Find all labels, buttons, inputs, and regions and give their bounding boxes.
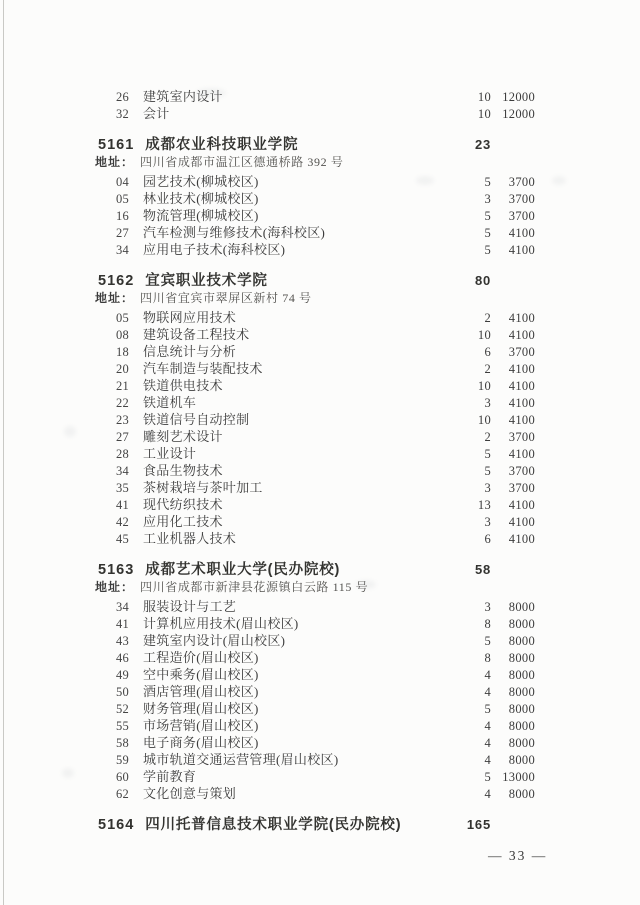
- course-plan-count: 10: [477, 379, 491, 393]
- school-code: 5162: [98, 273, 135, 289]
- course-code: 49: [116, 668, 130, 682]
- course-plan-count: 3: [484, 515, 491, 529]
- course-row: [0, 751, 640, 768]
- course-name: 计算机应用技术(眉山校区): [143, 616, 299, 631]
- course-code: 27: [116, 226, 130, 240]
- school-plan-total: 23: [474, 137, 491, 152]
- course-tuition-fee: 4100: [508, 532, 535, 546]
- school-address-row: [0, 155, 640, 170]
- school-header-row: [0, 816, 640, 834]
- course-name: 雕刻艺术设计: [143, 429, 223, 444]
- course-code: 59: [116, 753, 130, 767]
- course-row: [0, 717, 640, 734]
- school-name: 四川托普信息技术职业学院(民办院校): [145, 817, 402, 833]
- address-text: 四川省宜宾市翠屏区新村 74 号: [140, 291, 312, 305]
- course-tuition-fee: 8000: [508, 702, 535, 716]
- school-name: 成都艺术职业大学(民办院校): [145, 562, 341, 578]
- course-tuition-fee: 3700: [508, 175, 535, 189]
- course-row: [0, 394, 640, 411]
- course-tuition-fee: 8000: [508, 634, 535, 648]
- course-name: 应用电子技术(海科校区): [143, 242, 286, 257]
- course-code: 04: [116, 175, 130, 189]
- course-row: [0, 224, 640, 241]
- course-tuition-fee: 8000: [508, 617, 535, 631]
- course-name: 建筑室内设计(眉山校区): [143, 633, 286, 648]
- course-tuition-fee: 3700: [508, 430, 535, 444]
- page-footer: [488, 848, 547, 864]
- course-row: [0, 615, 640, 632]
- course-code: 05: [116, 192, 130, 206]
- course-name: 物联网应用技术: [143, 310, 237, 325]
- course-code: 41: [116, 617, 130, 631]
- course-tuition-fee: 4100: [508, 413, 535, 427]
- course-name: 物流管理(柳城校区): [143, 208, 259, 223]
- course-tuition-fee: 4100: [508, 243, 535, 257]
- course-tuition-fee: 3700: [508, 192, 535, 206]
- school-name: 成都农业科技职业学院: [145, 137, 299, 153]
- course-row: [0, 496, 640, 513]
- course-row: [0, 649, 640, 666]
- course-tuition-fee: 3700: [508, 209, 535, 223]
- school-address-row: [0, 291, 640, 306]
- course-row: [0, 666, 640, 683]
- school-section: [0, 136, 640, 258]
- course-plan-count: 5: [484, 209, 491, 223]
- course-name: 工业设计: [143, 446, 197, 461]
- course-plan-count: 5: [484, 175, 491, 189]
- course-code: 62: [116, 787, 130, 801]
- course-plan-count: 4: [484, 787, 491, 801]
- school-address-row: [0, 580, 640, 595]
- course-code: 35: [116, 481, 130, 495]
- course-code: 22: [116, 396, 130, 410]
- course-plan-count: 6: [484, 345, 491, 359]
- course-name: 建筑设备工程技术: [143, 327, 250, 342]
- course-tuition-fee: 4100: [508, 226, 535, 240]
- course-tuition-fee: 8000: [508, 787, 535, 801]
- course-row: [0, 377, 640, 394]
- course-name: 应用化工技术: [143, 514, 223, 529]
- course-tuition-fee: 4100: [508, 498, 535, 512]
- course-plan-count: 10: [477, 90, 491, 104]
- course-plan-count: 4: [484, 753, 491, 767]
- course-plan-count: 5: [484, 702, 491, 716]
- course-tuition-fee: 8000: [508, 685, 535, 699]
- course-code: 18: [116, 345, 130, 359]
- course-row: [0, 360, 640, 377]
- course-row: [0, 683, 640, 700]
- school-section: [0, 816, 640, 834]
- course-plan-count: 2: [484, 430, 491, 444]
- school-header-row: [0, 272, 640, 290]
- course-tuition-fee: 4100: [508, 379, 535, 393]
- course-plan-count: 8: [484, 617, 491, 631]
- course-plan-count: 3: [484, 396, 491, 410]
- course-name: 食品生物技术: [143, 463, 223, 478]
- course-plan-count: 10: [477, 328, 491, 342]
- course-plan-count: 10: [477, 107, 491, 121]
- course-name: 园艺技术(柳城校区): [143, 174, 259, 189]
- course-tuition-fee: 8000: [508, 753, 535, 767]
- course-row: [0, 785, 640, 802]
- course-tuition-fee: 3700: [508, 345, 535, 359]
- course-row: [0, 632, 640, 649]
- course-plan-count: 4: [484, 719, 491, 733]
- school-code: 5164: [98, 817, 135, 833]
- course-tuition-fee: 4100: [508, 311, 535, 325]
- course-name: 会计: [143, 106, 170, 121]
- admissions-plan-table: [0, 88, 640, 834]
- course-name: 城市轨道交通运营管理(眉山校区): [143, 752, 339, 767]
- course-plan-count: 4: [484, 685, 491, 699]
- school-plan-total: 58: [474, 562, 491, 577]
- course-row: [0, 428, 640, 445]
- course-code: 27: [116, 430, 130, 444]
- course-name: 文化创意与策划: [143, 786, 237, 801]
- course-code: 41: [116, 498, 130, 512]
- course-row: [0, 598, 640, 615]
- course-row: [0, 326, 640, 343]
- course-code: 58: [116, 736, 130, 750]
- course-plan-count: 5: [484, 770, 491, 784]
- course-name: 茶树栽培与茶叶加工: [143, 480, 263, 495]
- course-name: 建筑室内设计: [143, 89, 223, 104]
- course-name: 服装设计与工艺: [143, 599, 237, 614]
- course-code: 32: [116, 107, 130, 121]
- course-name: 汽车制造与装配技术: [143, 361, 263, 376]
- course-name: 酒店管理(眉山校区): [143, 684, 259, 699]
- course-plan-count: 2: [484, 362, 491, 376]
- address-text: 四川省成都市温江区德通桥路 392 号: [140, 155, 344, 169]
- course-tuition-fee: 12000: [502, 107, 535, 121]
- course-row: [0, 105, 640, 122]
- course-code: 43: [116, 634, 130, 648]
- course-row: [0, 343, 640, 360]
- course-plan-count: 8: [484, 651, 491, 665]
- course-name: 林业技术(柳城校区): [143, 191, 259, 206]
- course-plan-count: 5: [484, 226, 491, 240]
- school-section: [0, 88, 640, 122]
- course-row: [0, 734, 640, 751]
- course-code: 28: [116, 447, 130, 461]
- course-tuition-fee: 3700: [508, 481, 535, 495]
- course-plan-count: 13: [477, 498, 491, 512]
- school-section: [0, 272, 640, 547]
- page-number: — 33 —: [488, 848, 548, 863]
- course-code: 08: [116, 328, 130, 342]
- course-name: 学前教育: [143, 769, 197, 784]
- course-name: 市场营销(眉山校区): [143, 718, 259, 733]
- course-code: 16: [116, 209, 130, 223]
- school-code: 5161: [98, 137, 135, 153]
- course-code: 42: [116, 515, 130, 529]
- course-name: 财务管理(眉山校区): [143, 701, 259, 716]
- course-tuition-fee: 8000: [508, 719, 535, 733]
- course-code: 34: [116, 600, 130, 614]
- course-code: 34: [116, 243, 130, 257]
- course-code: 20: [116, 362, 130, 376]
- course-tuition-fee: 4100: [508, 362, 535, 376]
- course-code: 46: [116, 651, 130, 665]
- course-tuition-fee: 4100: [508, 447, 535, 461]
- course-plan-count: 10: [477, 413, 491, 427]
- school-code: 5163: [98, 562, 135, 578]
- course-row: [0, 309, 640, 326]
- course-row: [0, 445, 640, 462]
- course-row: [0, 479, 640, 496]
- course-tuition-fee: 3700: [508, 464, 535, 478]
- course-tuition-fee: 4100: [508, 515, 535, 529]
- course-row: [0, 411, 640, 428]
- school-name: 宜宾职业技术学院: [145, 273, 268, 289]
- school-header-row: [0, 561, 640, 579]
- course-name: 空中乘务(眉山校区): [143, 667, 259, 682]
- course-plan-count: 2: [484, 311, 491, 325]
- course-plan-count: 5: [484, 634, 491, 648]
- course-tuition-fee: 8000: [508, 668, 535, 682]
- course-row: [0, 241, 640, 258]
- course-tuition-fee: 4100: [508, 328, 535, 342]
- course-plan-count: 4: [484, 668, 491, 682]
- course-tuition-fee: 8000: [508, 651, 535, 665]
- course-row: [0, 207, 640, 224]
- course-tuition-fee: 8000: [508, 600, 535, 614]
- course-code: 60: [116, 770, 130, 784]
- address-label: 地址：: [95, 155, 135, 169]
- school-plan-total: 165: [466, 817, 491, 832]
- course-tuition-fee: 4100: [508, 396, 535, 410]
- course-row: [0, 173, 640, 190]
- course-plan-count: 5: [484, 243, 491, 257]
- course-row: [0, 88, 640, 105]
- course-code: 52: [116, 702, 130, 716]
- address-label: 地址：: [95, 580, 135, 594]
- course-name: 工程造价(眉山校区): [143, 650, 259, 665]
- course-plan-count: 6: [484, 532, 491, 546]
- course-name: 现代纺织技术: [143, 497, 223, 512]
- course-code: 34: [116, 464, 130, 478]
- course-tuition-fee: 13000: [502, 770, 535, 784]
- course-name: 汽车检测与维修技术(海科校区): [143, 225, 326, 240]
- course-code: 21: [116, 379, 130, 393]
- address-text: 四川省成都市新津县花源镇白云路 115 号: [140, 580, 369, 594]
- course-name: 工业机器人技术: [143, 531, 237, 546]
- course-code: 55: [116, 719, 130, 733]
- course-tuition-fee: 12000: [502, 90, 535, 104]
- course-code: 45: [116, 532, 130, 546]
- course-row: [0, 513, 640, 530]
- course-plan-count: 3: [484, 600, 491, 614]
- course-plan-count: 3: [484, 192, 491, 206]
- course-plan-count: 4: [484, 736, 491, 750]
- course-tuition-fee: 8000: [508, 736, 535, 750]
- course-plan-count: 5: [484, 464, 491, 478]
- course-name: 电子商务(眉山校区): [143, 735, 259, 750]
- course-row: [0, 462, 640, 479]
- course-row: [0, 768, 640, 785]
- course-code: 50: [116, 685, 130, 699]
- school-plan-total: 80: [474, 273, 491, 288]
- course-row: [0, 530, 640, 547]
- course-row: [0, 190, 640, 207]
- address-label: 地址：: [95, 291, 135, 305]
- school-section: [0, 561, 640, 802]
- course-name: 信息统计与分析: [143, 344, 237, 359]
- school-header-row: [0, 136, 640, 154]
- course-name: 铁道机车: [143, 395, 197, 410]
- course-plan-count: 5: [484, 447, 491, 461]
- course-plan-count: 3: [484, 481, 491, 495]
- course-name: 铁道供电技术: [143, 378, 223, 393]
- course-name: 铁道信号自动控制: [143, 412, 250, 427]
- course-row: [0, 700, 640, 717]
- course-code: 26: [116, 90, 130, 104]
- course-code: 05: [116, 311, 130, 325]
- course-code: 23: [116, 413, 130, 427]
